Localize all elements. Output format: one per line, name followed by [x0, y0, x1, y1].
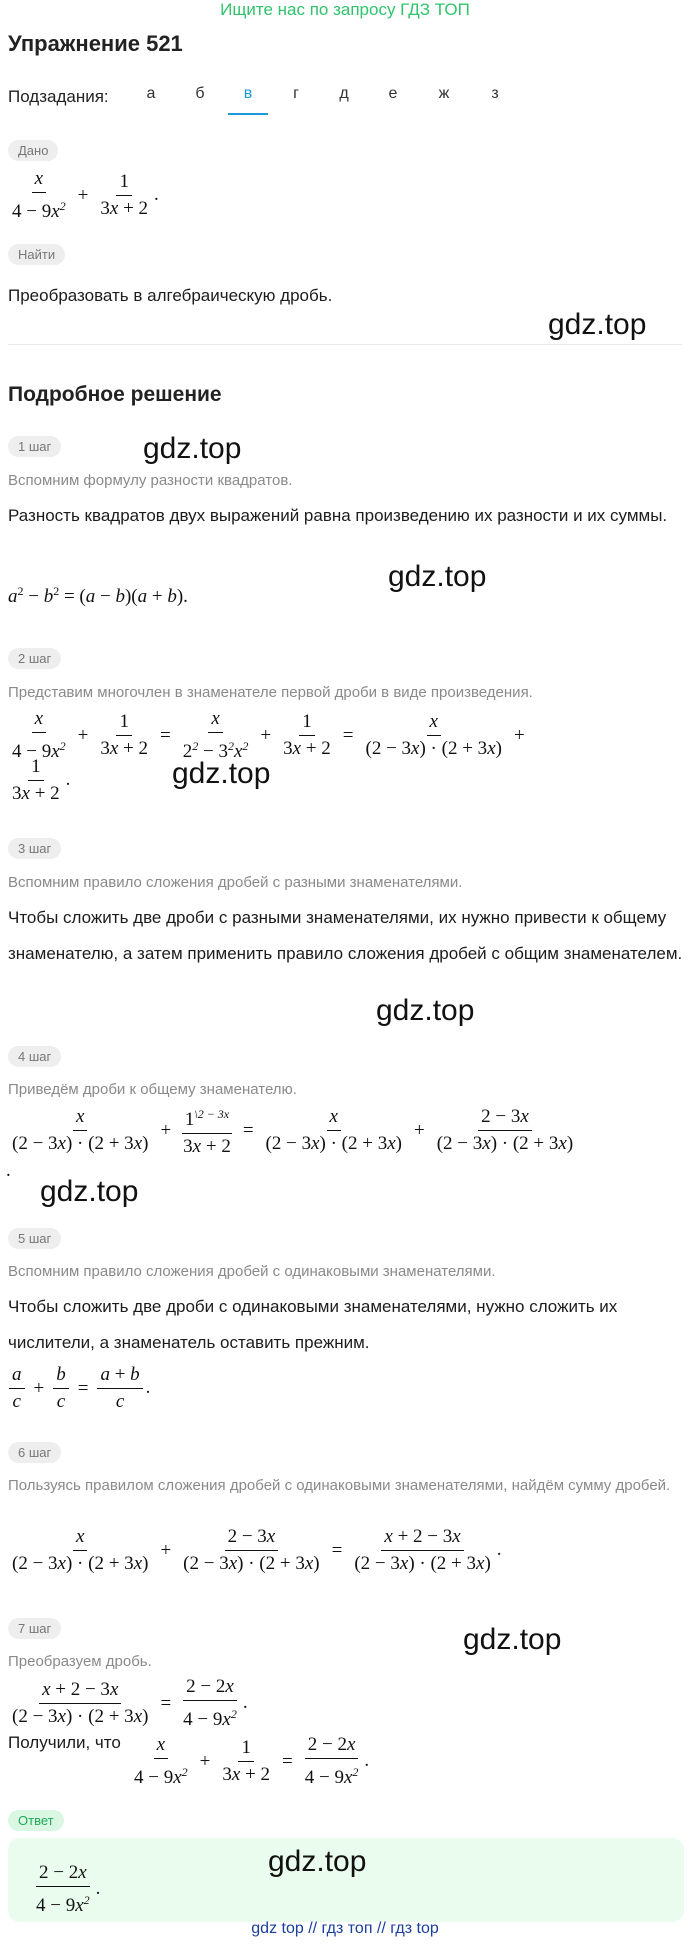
tab-a[interactable]: а [146, 85, 156, 102]
step-4-pill: 4 шаг [8, 1046, 61, 1067]
tab-e[interactable]: е [388, 85, 398, 102]
tab-d[interactable]: д [339, 85, 349, 102]
top-banner: Ищите нас по запросу ГДЗ ТОП [220, 0, 470, 19]
given-expression: $\frac{x}{4 - 9x^2}$ + $\frac{1}{3x + 2}$ . [12, 168, 159, 222]
step-7-text: Получили, что [8, 1733, 121, 1752]
tab-v[interactable]: в [228, 85, 268, 115]
watermark: gdz.top [388, 560, 487, 593]
page-title: Упражнение 521 [8, 31, 183, 56]
step-1-text: Разность квадратов двух выражений равна произведению их разности и их суммы. [8, 506, 668, 525]
step-5-pill: 5 шаг [8, 1228, 61, 1249]
divider [8, 344, 682, 345]
step-6-hint: Пользуясь правилом сложения дробей с одинаковыми знаменателями, найдём сумму дробей. [8, 1477, 671, 1494]
tab-z[interactable]: з [491, 85, 499, 102]
find-pill: Найти [8, 244, 65, 265]
step-4-hint: Приведём дроби к общему знаменателю. [8, 1081, 297, 1098]
step-6-expression: $\frac{x}{(2 - 3x) \cdot (2 + 3x)}$ + $\frac{2 - 3x}{(2 - 3x) \cdot (2 + 3x)}$ = $\frac{x + 2 - 3x}{(2 - 3x) \cdot (2 + 3x)}$ . [12, 1526, 502, 1574]
step-6-pill: 6 шаг [8, 1442, 61, 1463]
step-2-pill: 2 шаг [8, 648, 61, 669]
step-3-hint: Вспомним правило сложения дробей с разными знаменателями. [8, 874, 463, 891]
step-3-pill: 3 шаг [8, 838, 61, 859]
step-4-period: . [6, 1160, 11, 1181]
step-2-expression: $\frac{x}{4 - 9x^2}$ + $\frac{1}{3x + 2}$ = $\frac{x}{2^2 - 3^2x^2}$ + $\frac{1}{3x + 2}$ = $\frac{x}{(2 - 3x) \cdot (2 + 3x)}$ + [12, 708, 525, 762]
watermark: gdz.top [172, 757, 271, 790]
step-5-formula: $\frac{a}{c}$ + $\frac{b}{c}$ = $\frac{a + b}{c}$ . [6, 1364, 150, 1413]
tab-b[interactable]: б [195, 85, 205, 102]
step-7-hint: Преобразуем дробь. [8, 1653, 152, 1670]
watermark: gdz.top [40, 1175, 139, 1208]
step-5-text: Чтобы сложить две дроби с одинаковыми знаменателями, нужно сложить их числители, а знаменатель оставить прежним. [8, 1297, 618, 1352]
solution-title: Подробное решение [8, 383, 222, 406]
footer-links[interactable]: gdz top // гдз топ // гдз top [251, 1920, 439, 1937]
watermark: gdz.top [268, 1845, 367, 1878]
step-7-expression: $\frac{x + 2 - 3x}{(2 - 3x) \cdot (2 + 3x)}$ = $\frac{2 - 2x}{4 - 9x^2}$ . [12, 1676, 248, 1730]
find-text: Преобразовать в алгебраическую дробь. [8, 286, 333, 305]
tab-zh[interactable]: ж [438, 85, 450, 102]
watermark: gdz.top [548, 308, 647, 341]
step-7-result: $\frac{x}{4 - 9x^2}$ + $\frac{1}{3x + 2}$ = $\frac{2 - 2x}{4 - 9x^2}$ . [134, 1734, 370, 1788]
watermark: gdz.top [376, 994, 475, 1027]
answer-pill: Ответ [8, 1810, 64, 1831]
watermark: gdz.top [143, 432, 242, 465]
step-4-expression: $\frac{x}{(2 - 3x) \cdot (2 + 3x)}$ + $\frac{1^{\backslash 2 - 3x}}{3x + 2}$ = $\frac{x}{(2 - 3x) \cdot (2 + 3x)}$ + $\frac{2 - 3x}{(2 - 3x) \cdot (2 + 3x)}$ [6, 1103, 579, 1158]
step-7-pill: 7 шаг [8, 1618, 61, 1639]
step-2-hint: Представим многочлен в знаменателе первой дроби в виде произведения. [8, 684, 533, 701]
given-pill: Дано [8, 140, 58, 161]
step-2-expression-cont: $\frac{1}{3x + 2}$ . [12, 756, 71, 804]
step-1-formula: $a^2 - b^2 = (a - b)(a + b)$. [8, 584, 188, 607]
step-1-hint: Вспомним формулу разности квадратов. [8, 472, 293, 489]
watermark: gdz.top [463, 1623, 562, 1656]
answer-expression: $\frac{2 - 2x}{4 - 9x^2}$ . [36, 1862, 101, 1916]
subtasks-label: Подзадания: [8, 87, 109, 106]
step-1-pill: 1 шаг [8, 436, 61, 457]
step-5-hint: Вспомним правило сложения дробей с одинаковыми знаменателями. [8, 1263, 496, 1280]
tab-g[interactable]: г [293, 85, 299, 102]
step-3-text: Чтобы сложить две дроби с разными знаменателями, их нужно привести к общему знаменателю, а затем применить правило сложения дробей с общим знаменателем. [8, 908, 683, 963]
